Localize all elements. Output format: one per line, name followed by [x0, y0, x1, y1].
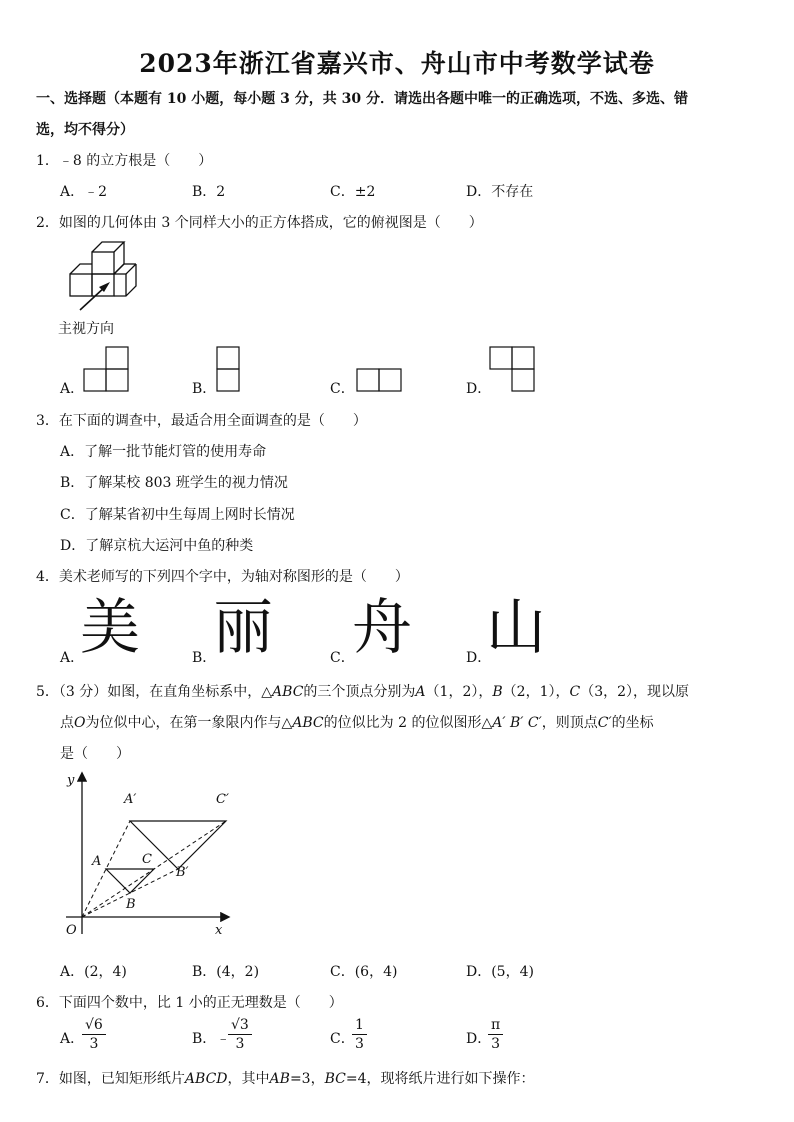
- q6-option-c-fraction: $\frac{1}{3}$: [352, 1016, 367, 1053]
- origin-label: O: [66, 923, 77, 938]
- q1-option-d: D．不存在: [466, 184, 534, 200]
- q2-solid-figure: [60, 236, 140, 316]
- page-title: 2023年浙江省嘉兴市、舟山市中考数学试卷: [139, 49, 655, 78]
- q6-option-a-fraction: $\frac{√6}{3}$: [82, 1016, 106, 1053]
- q2-option-c: C．: [330, 381, 355, 397]
- q1-option-c: C．±2: [330, 184, 376, 200]
- q6-stem: 6．下面四个数中，比 1 小的正无理数是（ ）: [36, 995, 343, 1011]
- q4-char-b: 丽: [213, 593, 273, 663]
- q5-stem-line2: 点O为位似中心，在第一象限内作与△ABC的位似比为 2 的位似图形△A′ B′ C′，则顶点C′的坐标: [60, 715, 654, 731]
- q5-option-b: B．(4，2): [192, 964, 260, 980]
- q2-option-b: B．: [192, 381, 217, 397]
- y-axis-label: y: [67, 773, 75, 788]
- q2-option-a: A．: [60, 381, 85, 397]
- q4-char-d: 山: [486, 593, 546, 663]
- q4-option-d: D．: [466, 650, 492, 666]
- q6-option-a-label: A．: [60, 1031, 85, 1047]
- q3-stem: 3．在下面的调查中，最适合用全面调查的是（ ）: [36, 413, 367, 429]
- section-heading-line1: 一、选择题（本题有 10 小题，每小题 3 分，共 30 分．请选出各题中唯一的正确选项，不选、多选、错: [36, 91, 688, 107]
- q2-option-d: D．: [466, 381, 492, 397]
- q3-option-a: A．了解一批节能灯管的使用寿命: [60, 444, 267, 460]
- q5-option-d: D．(5，4): [466, 964, 534, 980]
- section-heading-line2: 选，均不得分）: [36, 122, 134, 138]
- q6-option-c-label: C．: [330, 1031, 355, 1047]
- q3-option-b: B．了解某校 803 班学生的视力情况: [60, 475, 288, 491]
- q5-stem-line1: 5．（3 分）如图，在直角坐标系中，△ABC的三个顶点分别为A（1，2），B（2，1），C（3，2），现以原: [36, 684, 690, 700]
- q2-option-a-figure: [82, 345, 132, 391]
- q5-stem-line3: 是（ ）: [60, 746, 130, 762]
- q1-option-b: B．2: [192, 184, 226, 200]
- q6-option-d-label: D．: [466, 1031, 492, 1047]
- q2-option-d-figure: [488, 345, 538, 391]
- q1-stem: 1．﹣8 的立方根是（ ）: [36, 153, 213, 169]
- q6-option-d-fraction: $\frac{\pi}{3}$: [488, 1016, 503, 1053]
- q2-view-caption: 主视方向: [58, 321, 114, 337]
- q4-option-b: B．: [192, 650, 217, 666]
- q1-option-a: A．﹣2: [60, 184, 108, 200]
- q2-option-c-figure: [355, 367, 405, 393]
- q5-option-c: C．(6，4): [330, 964, 398, 980]
- point-b-label: B: [126, 897, 136, 912]
- q4-option-c: C．: [330, 650, 355, 666]
- q6-option-b-label: B．﹣: [192, 1031, 231, 1047]
- point-a-prime-label: A′: [124, 792, 137, 807]
- q6-option-b-fraction: $\frac{√3}{3}$: [228, 1016, 252, 1053]
- point-a-label: A: [92, 854, 102, 869]
- q3-option-c: C．了解某省初中生每周上网时长情况: [60, 507, 295, 523]
- q2-option-b-figure: [215, 345, 241, 391]
- point-c-label: C: [142, 852, 152, 867]
- q7-stem: 7．如图，已知矩形纸片ABCD，其中AB=3，BC=4，现将纸片进行如下操作：: [36, 1071, 535, 1087]
- q2-stem: 2．如图的几何体由 3 个同样大小的正方体搭成，它的俯视图是（ ）: [36, 215, 483, 231]
- q4-char-a: 美: [80, 593, 140, 663]
- q3-option-d: D．了解京杭大运河中鱼的种类: [60, 538, 254, 554]
- point-c-prime-label: C′: [216, 792, 229, 807]
- q4-stem: 4．美术老师写的下列四个字中，为轴对称图形的是（ ）: [36, 569, 409, 585]
- q5-option-a: A．(2，4): [60, 964, 127, 980]
- q4-char-c: 舟: [352, 593, 412, 663]
- point-b-prime-label: B′: [176, 865, 189, 880]
- x-axis-label: x: [215, 923, 223, 938]
- q5-coordinate-figure: [62, 770, 237, 940]
- q4-option-a: A．: [60, 650, 85, 666]
